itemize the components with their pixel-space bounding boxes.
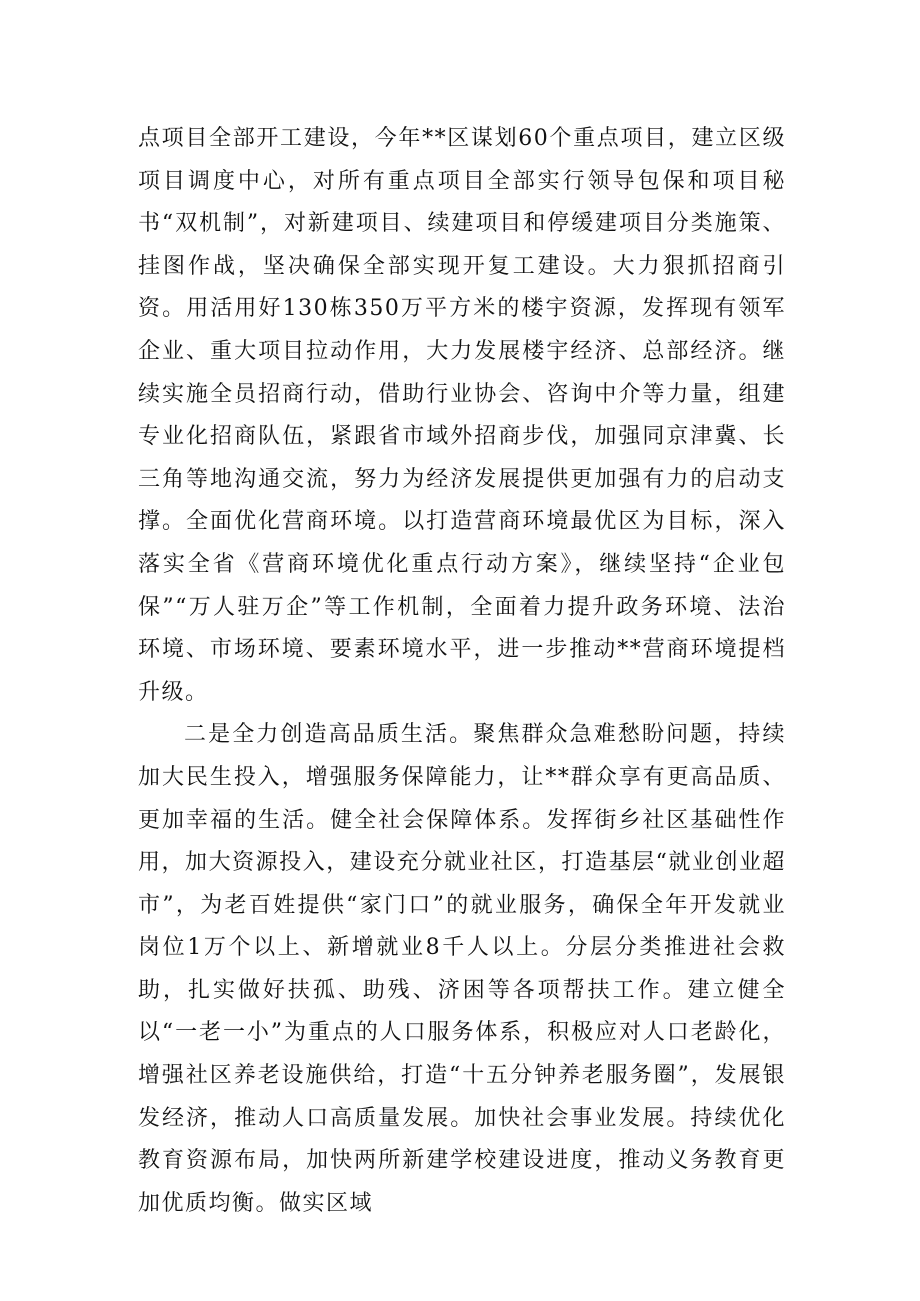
document-page xyxy=(138,118,786,1225)
paragraph-1: 点项目全部开工建设，今年**区谋划60个重点项目，建立区级项目调度中心，对所有重点项目全部实行领导包保和项目秘书“双机制”，对新建项目、续建项目和停缓建项目分类施策、挂图作战，坚决确保全部实现开复工建设。大力狠抓招商引资。用活用好130栋350万平方米的楼宇资源，发挥现有领军企业、重大项目拉动作用，大力发展楼宇经济、总部经济。继续实施全员招商行动，借助行业协会、咨询中介等力量，组建专业化招商队伍，紧跟省市域外招商步伐，加强同京津冀、长三角等地沟通交流，努力为经济发展提供更加强有力的启动支撑。全面优化营商环境。以打造营商环境最优区为目标，深入落实全省《营商环境优化重点行动方案》，继续坚持“企业包保”“万人驻万企”等工作机制，全面着力提升政务环境、法治环境、市场环境、要素环境水平，进一步推动**营商环境提档升级。 xyxy=(138,126,786,705)
paragraph-2: 二是全力创造高品质生活。聚焦群众急难愁盼问题，持续加大民生投入，增强服务保障能力，让**群众享有更高品质、更加幸福的生活。健全社会保障体系。发挥街乡社区基础性作用，加大资源投入，建设充分就业社区，打造基层“就业创业超市”，为老百姓提供“家门口”的就业服务，确保全年开发就业岗位1万个以上、新增就业8千人以上。分层分类推进社会救助，扎实做好扶孤、助残、济困等各项帮扶工作。建立健全以“一老一小”为重点的人口服务体系，积极应对人口老龄化，增强社区养老设施供给，打造“十五分钟养老服务圈”，发展银发经济，推动人口高质量发展。加快社会事业发展。持续优化教育资源布局，加快两所新建学校建设进度，推动义务教育更加优质均衡。做实区域 xyxy=(138,722,786,1216)
